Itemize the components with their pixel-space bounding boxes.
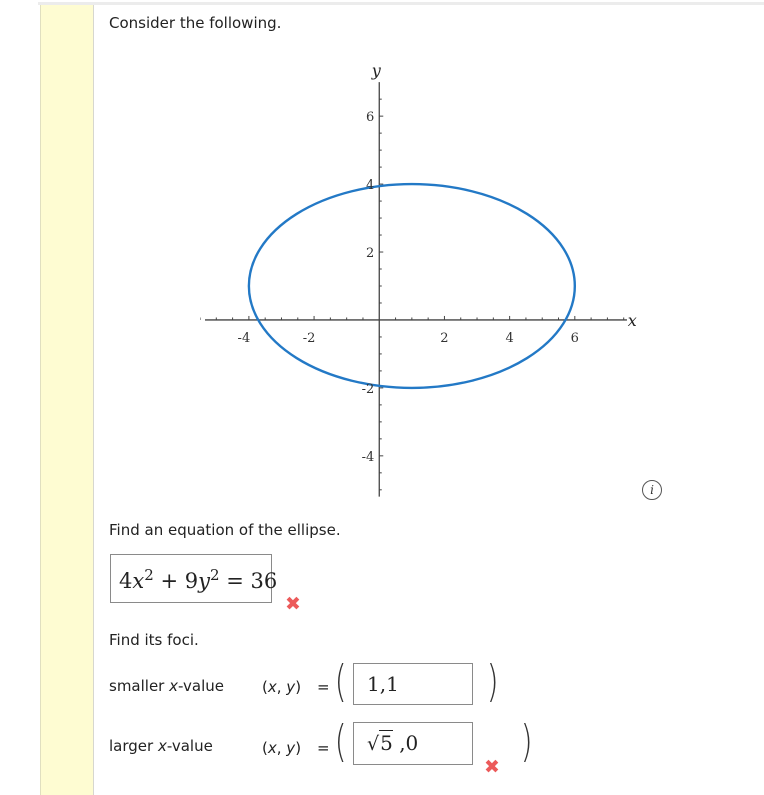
equals-sign: = <box>317 739 330 757</box>
y-tick-label: 6 <box>365 110 375 126</box>
top-rule <box>38 2 764 5</box>
y-tick-label: 2 <box>365 246 375 262</box>
coord-label: (x, y) <box>262 739 302 757</box>
x-tick-label: -4 <box>237 330 251 346</box>
close-paren: ) <box>520 716 533 767</box>
ellipse-graph <box>200 55 640 500</box>
y-axis-label: y <box>371 61 381 80</box>
y-tick-label: 4 <box>365 178 375 194</box>
ellipse-curve <box>249 184 575 388</box>
open-paren: ( <box>334 656 347 707</box>
equals-sign: = <box>317 678 330 696</box>
smaller-x-label: smaller x-value <box>109 677 224 695</box>
margin-strip <box>40 5 94 795</box>
x-axis-label: x <box>627 310 637 330</box>
y-tick-label: -4 <box>361 449 375 465</box>
close-paren: ) <box>486 656 499 707</box>
coord-label: (x, y) <box>262 678 302 696</box>
sqrt-icon: √ <box>367 733 380 755</box>
smaller-focus-input[interactable]: 1,1 <box>353 663 473 705</box>
intro-text: Consider the following. <box>109 14 282 32</box>
incorrect-icon: ✖ <box>285 593 301 615</box>
open-paren: ( <box>334 716 347 767</box>
question-2-prompt: Find its foci. <box>109 631 199 649</box>
x-tick-label: -2 <box>302 330 316 346</box>
larger-focus-input[interactable]: √5 ,0 <box>353 722 473 765</box>
x-tick-label: 6 <box>570 330 579 346</box>
question-1-prompt: Find an equation of the ellipse. <box>109 521 341 539</box>
x-tick-label: 2 <box>440 330 449 346</box>
ellipse-equation-input[interactable]: $4x^2 + 9y^2 = 36$ <box>110 554 272 603</box>
info-icon[interactable]: i <box>642 480 662 500</box>
y-tick-label: -2 <box>361 381 375 397</box>
incorrect-icon: ✖ <box>484 756 500 778</box>
x-tick-label: 4 <box>505 330 514 346</box>
larger-x-label: larger x-value <box>109 737 213 755</box>
